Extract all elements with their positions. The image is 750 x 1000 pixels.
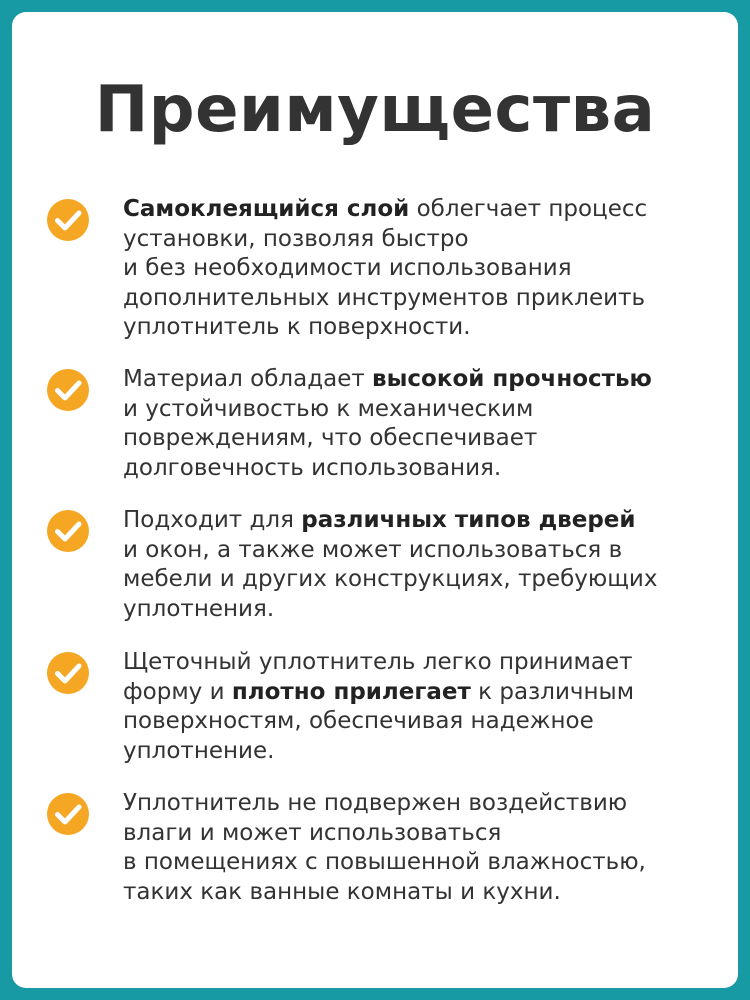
benefit-text-line	[123, 225, 703, 255]
benefit-text-segment: Материал обладает	[123, 366, 373, 392]
benefit-text-segment: и без необходимости использования	[123, 255, 572, 281]
benefit-text-segment: мебели и других конструкциях, требующих	[123, 566, 658, 592]
check-circle-icon	[46, 651, 90, 695]
benefit-text-line	[123, 506, 703, 536]
benefit-text-segment: и окон, а также может использоваться в	[123, 536, 623, 563]
benefit-text-line	[123, 365, 703, 395]
benefit-text-line	[123, 789, 703, 819]
benefit-text-line	[123, 284, 703, 314]
benefit-highlight: различных типов дверей	[301, 507, 636, 533]
benefit-text-segment: Щеточный уплотнитель легко принимает	[123, 649, 633, 675]
benefit-text-line	[123, 195, 703, 225]
check-circle-icon	[46, 198, 90, 242]
benefit-text-segment: повреждениям, что обеспечивает	[123, 425, 538, 451]
page-title: Преимущества	[94, 73, 656, 147]
benefit-text-line	[123, 395, 703, 425]
benefit-highlight: плотно прилегает	[231, 678, 471, 705]
benefits-card	[12, 12, 738, 988]
benefit-text	[123, 789, 703, 907]
benefit-text-line	[123, 536, 703, 566]
benefit-text	[123, 195, 703, 343]
check-circle-icon	[46, 509, 90, 553]
benefit-text-line	[123, 454, 703, 484]
benefit-text-segment: Подходит для	[123, 507, 302, 533]
benefit-text-segment: поверхностям, обеспечивая надежное	[123, 708, 594, 734]
benefit-text-line	[123, 313, 703, 343]
benefit-highlight: Самоклеящийся слой	[123, 196, 410, 222]
benefit-text-segment: влаги и может использоваться	[123, 819, 502, 846]
benefit-text-segment: в помещениях с повышенной влажностью,	[123, 849, 646, 875]
benefit-text	[123, 365, 703, 483]
benefit-text-segment: Уплотнитель не подвержен воздействию	[123, 790, 628, 816]
benefit-text-segment: уплотнение.	[123, 737, 275, 764]
benefit-text-line	[123, 848, 703, 878]
benefit-text-line	[123, 595, 703, 625]
benefit-text-segment: таких как ванные комнаты и кухни.	[123, 878, 561, 905]
benefit-text-segment: к различным	[470, 678, 635, 705]
benefit-text-segment: уплотнения.	[123, 595, 275, 622]
benefit-text	[123, 648, 703, 766]
check-circle-icon	[46, 368, 90, 412]
benefit-text-line	[123, 678, 703, 708]
benefit-text-line	[123, 878, 703, 908]
benefit-text-segment: дополнительных инструментов приклеить	[123, 284, 646, 311]
benefit-text-segment: облегчает процесс	[409, 196, 648, 222]
benefit-text-line	[123, 565, 703, 595]
benefit-text-line	[123, 707, 703, 737]
benefit-text-line	[123, 648, 703, 678]
benefit-text-line	[123, 254, 703, 284]
benefit-text-line	[123, 819, 703, 849]
benefit-text-segment: долговечность использования.	[123, 454, 502, 481]
benefit-text-segment: форму и	[123, 678, 232, 705]
check-circle-icon	[46, 792, 90, 836]
benefit-text-segment: уплотнитель к поверхности.	[123, 314, 471, 340]
benefit-text-segment: и устойчивостью к механическим	[123, 395, 534, 422]
benefit-text	[123, 506, 703, 624]
benefit-text-line	[123, 737, 703, 767]
benefit-highlight: высокой прочностью	[372, 366, 652, 392]
benefit-text-line	[123, 424, 703, 454]
benefit-text-segment: установки, позволяя быстро	[123, 225, 469, 252]
